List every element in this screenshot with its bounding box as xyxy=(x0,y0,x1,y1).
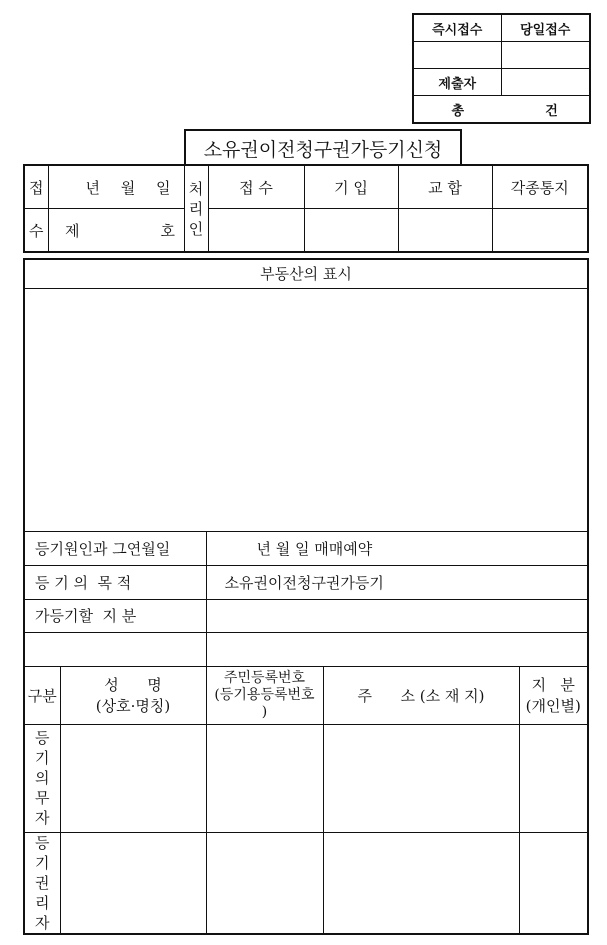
purpose-value[interactable]: 소유권이전청구권가등기 xyxy=(206,565,588,599)
holder-char-2: 기 xyxy=(35,853,50,872)
name-header-line1: 성 명 xyxy=(104,676,162,694)
blank-label-cell xyxy=(24,632,206,666)
total-count-row[interactable] xyxy=(413,96,590,124)
immediate-receipt-label: 즉시접수 xyxy=(413,14,501,42)
holder-address-cell[interactable] xyxy=(323,832,519,934)
processing-char-3: 인 xyxy=(188,219,204,238)
same-day-receipt-cell[interactable] xyxy=(501,42,590,69)
cause-label: 등기원인과 그연월일 xyxy=(24,531,206,565)
processing-char-1: 처 xyxy=(188,179,204,198)
id-header-line3: ) xyxy=(261,703,268,720)
col-notifications: 각종통지 xyxy=(492,165,588,209)
obligor-char-4: 무 xyxy=(35,789,50,807)
blank-value-cell[interactable] xyxy=(206,632,588,666)
immediate-receipt-cell[interactable] xyxy=(413,42,501,69)
obligor-share-cell[interactable] xyxy=(519,724,588,832)
processing-vertical-label xyxy=(184,165,208,252)
address-header: 주 소 (소 재 지) xyxy=(323,666,519,724)
processing-char-2: 리 xyxy=(188,199,204,218)
share-value[interactable] xyxy=(206,599,588,632)
receipt-vertical-2: 수 xyxy=(24,209,48,253)
holder-char-5: 자 xyxy=(35,913,50,932)
number-suffix: 호 xyxy=(160,221,175,240)
same-day-receipt-label: 당일접수 xyxy=(501,14,590,42)
receipt-vertical-1: 접 xyxy=(24,165,48,209)
property-description-area[interactable] xyxy=(24,288,588,531)
obligor-char-2: 기 xyxy=(35,749,50,767)
count-unit-label: 건 xyxy=(545,103,558,119)
col-verification: 교 합 xyxy=(398,165,492,209)
notifications-sign-cell[interactable] xyxy=(492,209,588,253)
share-header xyxy=(519,666,588,724)
category-header: 구분 xyxy=(24,666,60,724)
obligor-id-cell[interactable] xyxy=(206,724,323,832)
obligor-char-1: 등 xyxy=(35,729,50,747)
obligor-label xyxy=(24,724,60,832)
verification-sign-cell[interactable] xyxy=(398,209,492,253)
cause-value[interactable]: 년 월 일 매매예약 xyxy=(206,531,588,565)
main-form-table xyxy=(23,258,589,935)
submitter-label: 제출자 xyxy=(413,69,501,96)
receipt-box xyxy=(412,13,591,124)
property-section-header: 부동산의 표시 xyxy=(24,259,588,288)
holder-id-cell[interactable] xyxy=(206,832,323,934)
holder-char-3: 권 xyxy=(35,873,50,892)
total-label: 총 xyxy=(451,103,465,119)
holder-label xyxy=(24,832,60,934)
col-entry: 기 입 xyxy=(304,165,398,209)
number-prefix: 제 xyxy=(65,221,80,240)
obligor-address-cell[interactable] xyxy=(323,724,519,832)
form-title: 소유권이전청구권가등기신청 xyxy=(184,129,462,166)
id-header-line2: (등기용등록번호 xyxy=(214,686,315,703)
share-header-line2: (개인별) xyxy=(525,697,581,715)
share-label: 가등기할 지 분 xyxy=(24,599,206,632)
reception-table xyxy=(23,164,589,253)
receipt-sign-cell[interactable] xyxy=(208,209,304,253)
purpose-label: 등 기 의 목 적 xyxy=(24,565,206,599)
obligor-name-cell[interactable] xyxy=(60,724,206,832)
id-header-line1: 주민등록번호 xyxy=(223,669,306,686)
name-header xyxy=(60,666,206,724)
submitter-cell[interactable] xyxy=(501,69,590,96)
holder-name-cell[interactable] xyxy=(60,832,206,934)
holder-share-cell[interactable] xyxy=(519,832,588,934)
holder-char-4: 리 xyxy=(35,893,50,912)
holder-char-1: 등 xyxy=(35,833,50,852)
receipt-number-cell[interactable] xyxy=(48,209,184,253)
name-header-line2: (상호·명칭) xyxy=(95,697,171,715)
obligor-char-3: 의 xyxy=(35,769,50,787)
entry-sign-cell[interactable] xyxy=(304,209,398,253)
col-receipt: 접 수 xyxy=(208,165,304,209)
date-label[interactable]: 년 월 일 xyxy=(48,165,184,209)
obligor-char-5: 자 xyxy=(35,809,50,827)
share-header-line1: 지 분 xyxy=(531,676,575,694)
id-number-header xyxy=(206,666,323,724)
